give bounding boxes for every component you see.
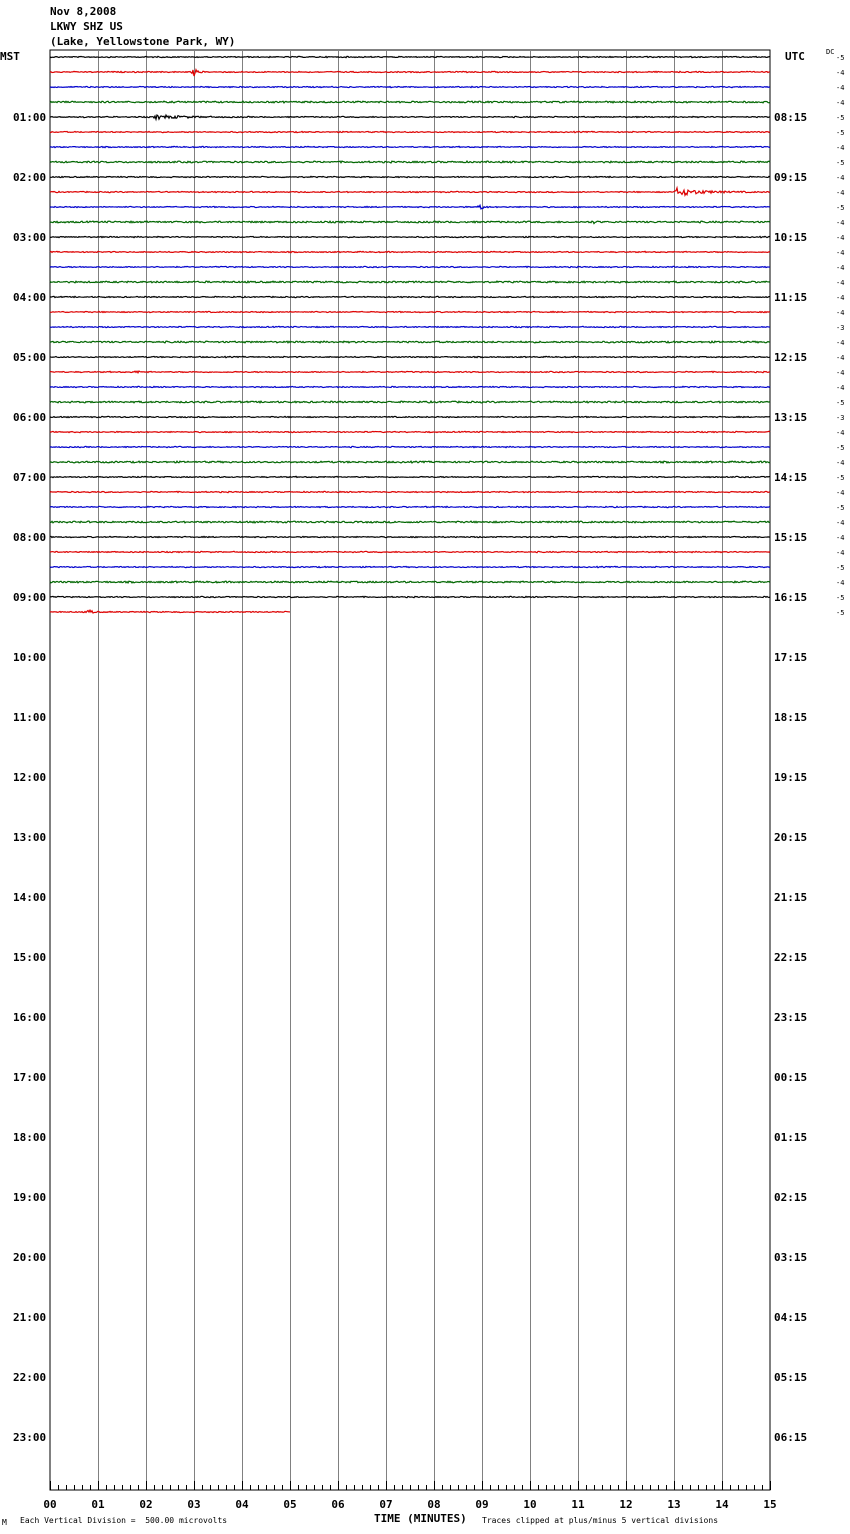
left-hour-label: 22:00 [13,1371,47,1384]
right-hour-label: 16:15 [774,591,808,604]
time-tick-label: 02 [139,1498,153,1511]
dc-offset-label: -5 [836,54,845,62]
trace-line [50,491,770,492]
time-tick-label: 03 [187,1498,201,1511]
trace-line [50,551,770,552]
left-hour-label: 13:00 [13,831,47,844]
right-hour-label: 23:15 [774,1011,808,1024]
trace-line [50,566,770,567]
right-hour-label: 10:15 [774,231,808,244]
trace-line [50,341,770,343]
left-hour-label: 21:00 [13,1311,47,1324]
trace-line [50,326,770,327]
time-tick-label: 14 [715,1498,729,1511]
dc-offset-label: -4 [836,384,845,392]
left-hour-label: 19:00 [13,1191,47,1204]
dc-offset-label: -5 [836,609,845,617]
right-hour-label: 01:15 [774,1131,808,1144]
right-hour-label: 21:15 [774,891,808,904]
station-location: (Lake, Yellowstone Park, WY) [50,35,236,48]
trace-line [50,176,770,177]
plot-frame [50,50,770,1490]
dc-offset-label: -4 [836,459,845,467]
right-hour-label: 06:15 [774,1431,808,1444]
dc-offset-label: -4 [836,549,845,557]
dc-offset-label: -4 [836,489,845,497]
trace-line [50,581,770,583]
trace-line [50,311,770,312]
time-tick-label: 15 [763,1498,777,1511]
right-hour-label: 12:15 [774,351,808,364]
dc-offset-label: -5 [836,114,845,122]
dc-offset-label: -4 [836,354,845,362]
time-tick-label: 07 [379,1498,393,1511]
right-hour-label: 18:15 [774,711,808,724]
trace-line [50,610,290,613]
right-hour-label: 19:15 [774,771,808,784]
dc-offset-label: -5 [836,594,845,602]
dc-offset-label: -4 [836,219,845,227]
right-hour-label: 02:15 [774,1191,808,1204]
trace-line [50,205,770,209]
dc-offset-label: -3 [836,414,845,422]
trace-line [50,251,770,252]
trace-line [50,56,770,57]
right-hour-label: 15:15 [774,531,808,544]
right-hour-label: 22:15 [774,951,808,964]
time-tick-label: 08 [427,1498,441,1511]
left-hour-label: 15:00 [13,951,47,964]
time-tick-label: 04 [235,1498,249,1511]
dc-offset-label: -4 [836,69,845,77]
trace-line [50,446,770,447]
station-code: LKWY SHZ US [50,20,123,33]
right-hour-label: 05:15 [774,1371,808,1384]
left-hour-label: 05:00 [13,351,47,364]
right-hour-label: 20:15 [774,831,808,844]
left-hour-label: 03:00 [13,231,47,244]
trace-line [50,146,770,147]
dc-offset-label: -4 [836,294,845,302]
right-hour-label: 04:15 [774,1311,808,1324]
left-hour-label: 08:00 [13,531,47,544]
dc-offset-label: -5 [836,474,845,482]
dc-offset-label: -4 [836,519,845,527]
dc-offset-label: -5 [836,204,845,212]
dc-offset-label: -5 [836,129,845,137]
trace-line [50,401,770,403]
trace-line [50,386,770,387]
left-hour-label: 18:00 [13,1131,47,1144]
left-hour-label: 12:00 [13,771,47,784]
left-hour-label: 09:00 [13,591,47,604]
dc-offset-label: -4 [836,234,845,242]
trace-line [50,188,770,195]
trace-line [50,356,770,357]
right-hour-label: 11:15 [774,291,808,304]
left-hour-label: 16:00 [13,1011,47,1024]
dc-offset-label: -5 [836,444,845,452]
time-tick-label: 06 [331,1498,345,1511]
time-tick-label: 05 [283,1498,297,1511]
dc-offset-label: -5 [836,399,845,407]
trace-line [50,521,770,523]
trace-line [50,416,770,417]
right-hour-label: 17:15 [774,651,808,664]
dc-offset-label: -4 [836,144,845,152]
dc-offset-label: -4 [836,264,845,272]
left-timezone-label: MST [0,50,20,63]
left-hour-label: 17:00 [13,1071,47,1084]
time-tick-label: 09 [475,1498,489,1511]
dc-offset-label: -4 [836,369,845,377]
left-hour-label: 06:00 [13,411,47,424]
trace-line [50,281,770,283]
left-hour-label: 02:00 [13,171,47,184]
trace-line [50,266,770,267]
right-hour-label: 09:15 [774,171,808,184]
trace-line [50,236,770,237]
right-hour-label: 03:15 [774,1251,808,1264]
left-hour-label: 23:00 [13,1431,47,1444]
corner-mark: Μ [2,1518,7,1527]
time-tick-label: 10 [523,1498,537,1511]
trace-line [50,476,770,477]
x-axis-title: TIME (MINUTES) [374,1512,467,1525]
right-hour-label: 00:15 [774,1071,808,1084]
left-hour-label: 20:00 [13,1251,47,1264]
scale-note: Each Vertical Division = 500.00 microvolts [20,1516,228,1525]
trace-line [50,596,770,597]
trace-line [50,70,770,76]
time-tick-label: 11 [571,1498,585,1511]
dc-offset-label: -4 [836,279,845,287]
left-hour-label: 11:00 [13,711,47,724]
left-hour-label: 01:00 [13,111,47,124]
dc-offset-label: -4 [836,339,845,347]
trace-line [50,161,770,163]
trace-line [50,101,770,103]
trace-line [50,86,770,87]
dc-offset-label: -4 [836,429,845,437]
dc-offset-label: -4 [836,174,845,182]
left-hour-label: 10:00 [13,651,47,664]
right-hour-label: 14:15 [774,471,808,484]
left-hour-label: 14:00 [13,891,47,904]
left-hour-label: 04:00 [13,291,47,304]
right-hour-label: 08:15 [774,111,808,124]
right-timezone-label: UTC [785,50,805,63]
time-tick-label: 13 [667,1498,681,1511]
dc-offset-label: -5 [836,504,845,512]
time-tick-label: 01 [91,1498,105,1511]
time-tick-label: 00 [43,1498,57,1511]
dc-offset-label: -4 [836,534,845,542]
dc-offset-label: -4 [836,84,845,92]
trace-line [50,115,770,119]
dc-offset-label: -3 [836,324,845,332]
left-hour-label: 07:00 [13,471,47,484]
clip-note: Traces clipped at plus/minus 5 vertical divisions [482,1516,719,1525]
trace-line [50,221,770,223]
dc-offset-header: DC [826,48,835,56]
dc-offset-label: -4 [836,189,845,197]
trace-line [50,296,770,297]
trace-line [50,371,770,373]
dc-offset-label: -5 [836,564,845,572]
trace-line [50,461,770,463]
trace-line [50,506,770,507]
record-date: Nov 8,2008 [50,5,117,18]
trace-line [50,131,770,132]
dc-offset-label: -4 [836,99,845,107]
trace-line [50,536,770,537]
trace-line [50,431,770,432]
dc-offset-label: -5 [836,159,845,167]
dc-offset-label: -4 [836,579,845,587]
dc-offset-label: -4 [836,249,845,257]
dc-offset-label: -4 [836,309,845,317]
right-hour-label: 13:15 [774,411,808,424]
time-tick-label: 12 [619,1498,633,1511]
